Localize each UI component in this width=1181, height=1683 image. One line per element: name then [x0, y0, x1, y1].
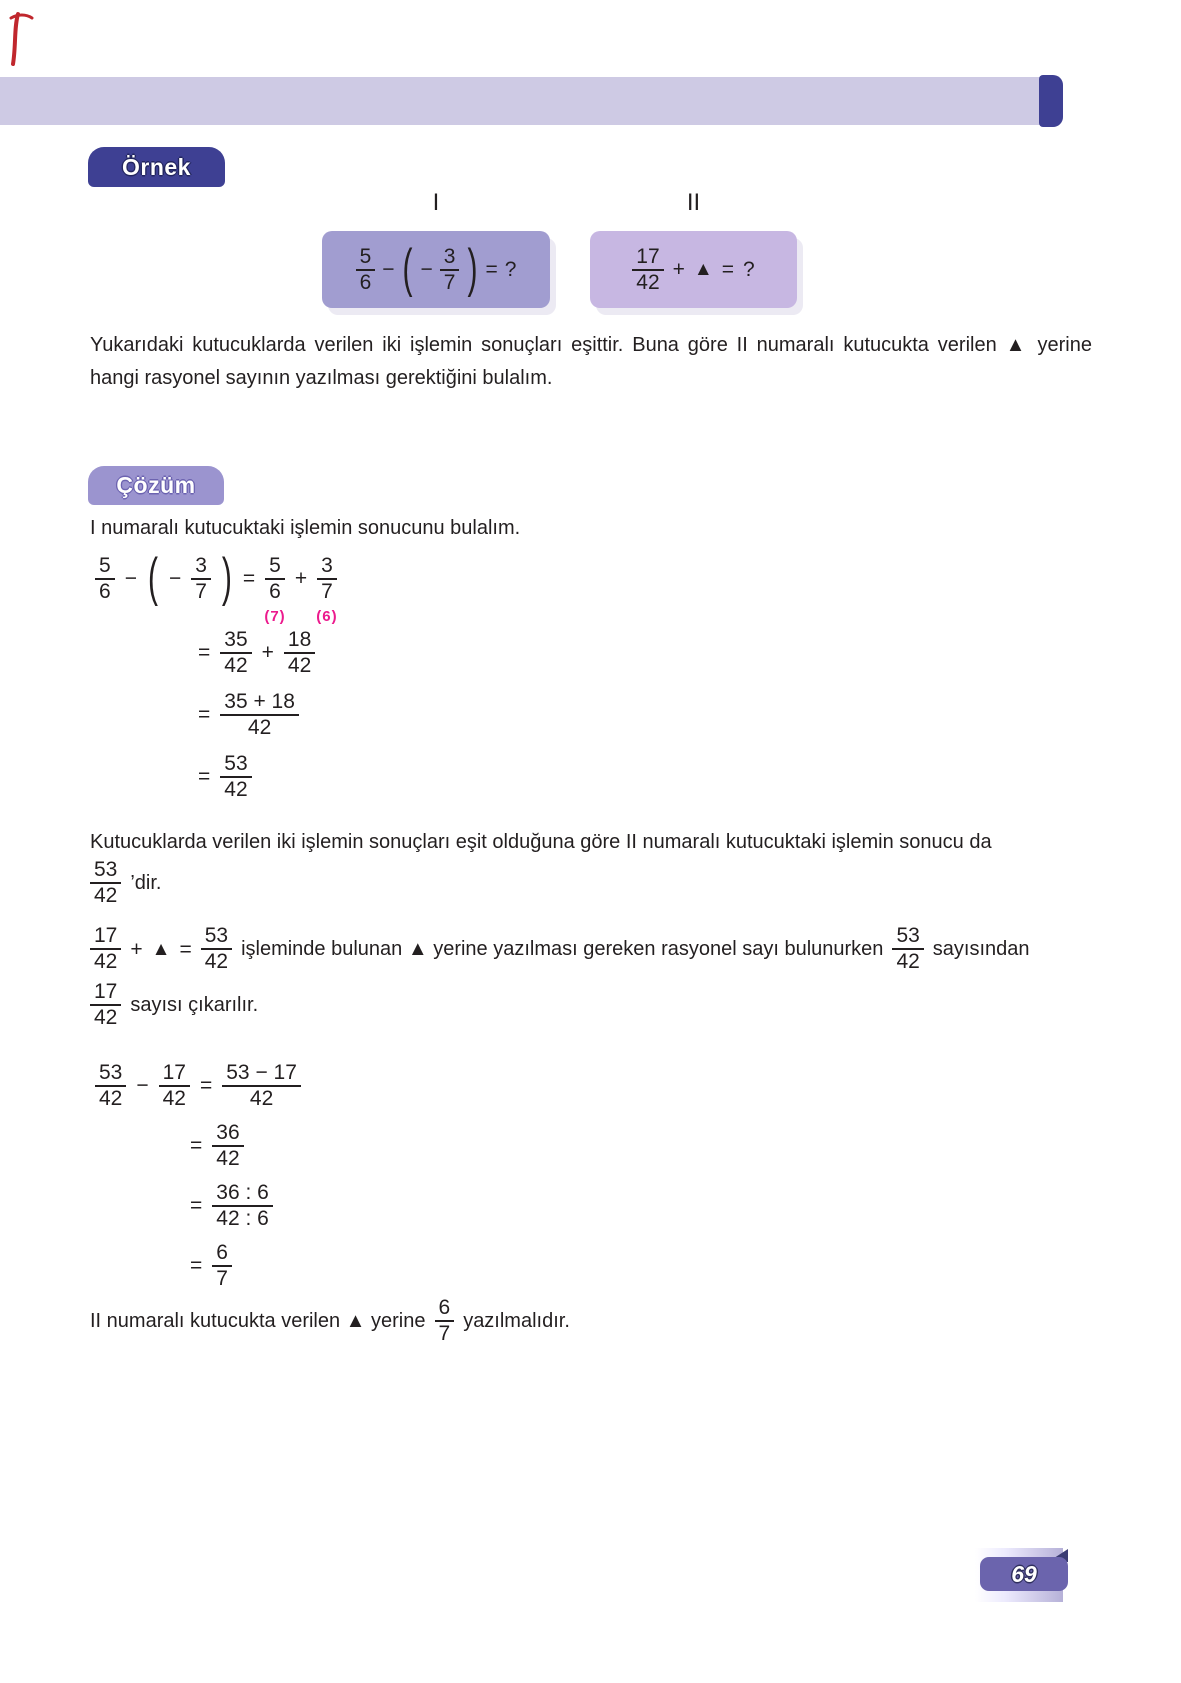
equation-row	[198, 630, 337, 676]
equality-note	[90, 826, 1092, 907]
equation-row	[198, 754, 337, 800]
explanation-text: işleminde bulunan ▲ yerine yazılması gereken rasyonel sayı bulunurken	[241, 937, 884, 960]
fraction: $\frac{53}{42}$	[201, 925, 232, 973]
fraction: $\frac{17}{42}$	[159, 1062, 190, 1110]
expansion-factor: (6)	[316, 608, 338, 625]
fraction: $\frac{18}{42}$	[284, 629, 315, 677]
section-bar-end-cap	[1039, 75, 1063, 127]
fraction: $\frac{53}{42}$	[220, 753, 251, 801]
plus-operator: +	[294, 567, 308, 590]
fraction: $\frac{17}{42}$	[632, 246, 663, 294]
fraction: $\frac{53}{42}$	[95, 1062, 126, 1110]
plus-operator: +	[130, 937, 143, 961]
fraction: $\frac{6}{7}$	[435, 1297, 455, 1345]
explanation-line-one	[90, 925, 1092, 973]
box-one-numeral: I	[432, 189, 440, 216]
fraction: $\frac{6}{7}$	[212, 1242, 232, 1290]
equality-note-text: Kutucuklarda verilen iki işlemin sonuçları eşit olduğuna göre II numaralı kutucuktaki işlemin sonucu da	[90, 831, 992, 853]
equation-row	[198, 692, 337, 738]
conclusion-text: II numaralı kutucukta verilen ▲ yerine	[90, 1309, 426, 1332]
close-paren: )	[467, 239, 478, 298]
equals-sign: =	[721, 257, 734, 281]
plus-operator: +	[672, 257, 685, 281]
example-badge-label: Örnek	[122, 153, 191, 180]
equals-sign: =	[199, 1074, 213, 1097]
explanation-line-two	[90, 981, 1092, 1029]
fraction: $\frac{35 + 18}{42}$	[220, 691, 299, 739]
suffix-text: ’dir.	[130, 871, 162, 894]
fraction: $\frac{5}{6}$	[356, 246, 376, 294]
equation-row	[95, 549, 338, 625]
expression-box-one	[322, 231, 550, 308]
fraction: $\frac{5}{6}$	[95, 555, 115, 603]
equals-sign: =	[190, 1134, 203, 1157]
fraction: $\frac{3}{7}$	[191, 555, 211, 603]
page-number-pill	[980, 1557, 1068, 1591]
fraction: $\frac{53}{42}$	[90, 859, 121, 907]
equation-row	[190, 1243, 301, 1289]
expansion-factor: (7)	[264, 608, 286, 625]
section-header-bar	[0, 77, 1063, 125]
equals-sign: =	[190, 1194, 203, 1217]
box-one-expression	[356, 239, 517, 298]
example-badge	[88, 147, 225, 187]
problem-statement: Yukarıdaki kutucuklarda verilen iki işlemin sonuçları eşittir. Buna göre II numaralı kutucukta verilen ▲ yerine hangi rasyonel sayının yazılması gerektiğini bulalım.	[90, 334, 1092, 389]
fraction: $\frac{53}{42}$	[892, 925, 923, 973]
fraction-with-expansion: 5 6 (7)	[265, 555, 285, 603]
fraction: $\frac{17}{42}$	[90, 925, 121, 973]
equals-sign: =	[198, 765, 211, 788]
fraction: $\frac{17}{42}$	[90, 981, 121, 1029]
solution-steps-one	[95, 549, 338, 801]
plus-operator: +	[261, 641, 274, 664]
equals-sign: =	[198, 703, 211, 726]
fraction-with-expansion: 3 7 (6)	[317, 555, 337, 603]
fraction: $\frac{3}{7}$	[440, 246, 460, 294]
open-paren: (	[402, 239, 413, 298]
close-paren: )	[221, 549, 232, 607]
solution-badge	[88, 466, 224, 505]
question-mark: ?	[504, 257, 517, 281]
open-paren: (	[147, 549, 158, 607]
equality-note-result	[90, 859, 1092, 907]
fraction: $\frac{36 : 6}{42 : 6}$	[212, 1182, 273, 1230]
equals-sign: =	[485, 257, 498, 281]
equation-row	[190, 1183, 301, 1229]
question-mark: ?	[743, 257, 755, 281]
box-two-numeral: II	[686, 189, 701, 216]
solution-lead: I numaralı kutucuktaki işlemin sonucunu bulalım.	[90, 517, 521, 539]
equation-row	[95, 1063, 301, 1109]
triangle-symbol: ▲	[693, 258, 713, 280]
solution-badge-label: Çözüm	[116, 472, 196, 498]
equation-row	[190, 1123, 301, 1169]
equals-sign: =	[190, 1254, 203, 1277]
explanation-text: sayısından	[932, 937, 1030, 960]
conclusion-line	[90, 1297, 1092, 1345]
triangle-symbol: ▲	[151, 938, 171, 960]
conclusion	[90, 1297, 1092, 1345]
minus-operator: −	[124, 567, 137, 590]
fraction: $\frac{36}{42}$	[212, 1122, 243, 1170]
minus-operator: −	[136, 1074, 149, 1097]
fraction: $\frac{35}{42}$	[220, 629, 251, 677]
equals-sign: =	[179, 937, 192, 961]
conclusion-text: yazılmalıdır.	[463, 1309, 570, 1332]
fraction: $\frac{53 - 17}{42}$	[222, 1062, 301, 1110]
negative-sign: −	[420, 257, 433, 281]
equals-sign: =	[198, 641, 211, 664]
red-pen-mark	[4, 6, 40, 76]
page-number: 69	[1011, 1560, 1037, 1587]
minus-operator: −	[382, 257, 395, 281]
negative-sign: −	[168, 567, 182, 590]
solution-steps-two	[95, 1063, 301, 1289]
expression-box-two	[590, 231, 797, 308]
explanation-text: sayısı çıkarılır.	[130, 993, 259, 1016]
box-two-expression	[632, 244, 755, 294]
subtraction-explanation	[90, 925, 1092, 1029]
equals-sign: =	[242, 567, 256, 590]
